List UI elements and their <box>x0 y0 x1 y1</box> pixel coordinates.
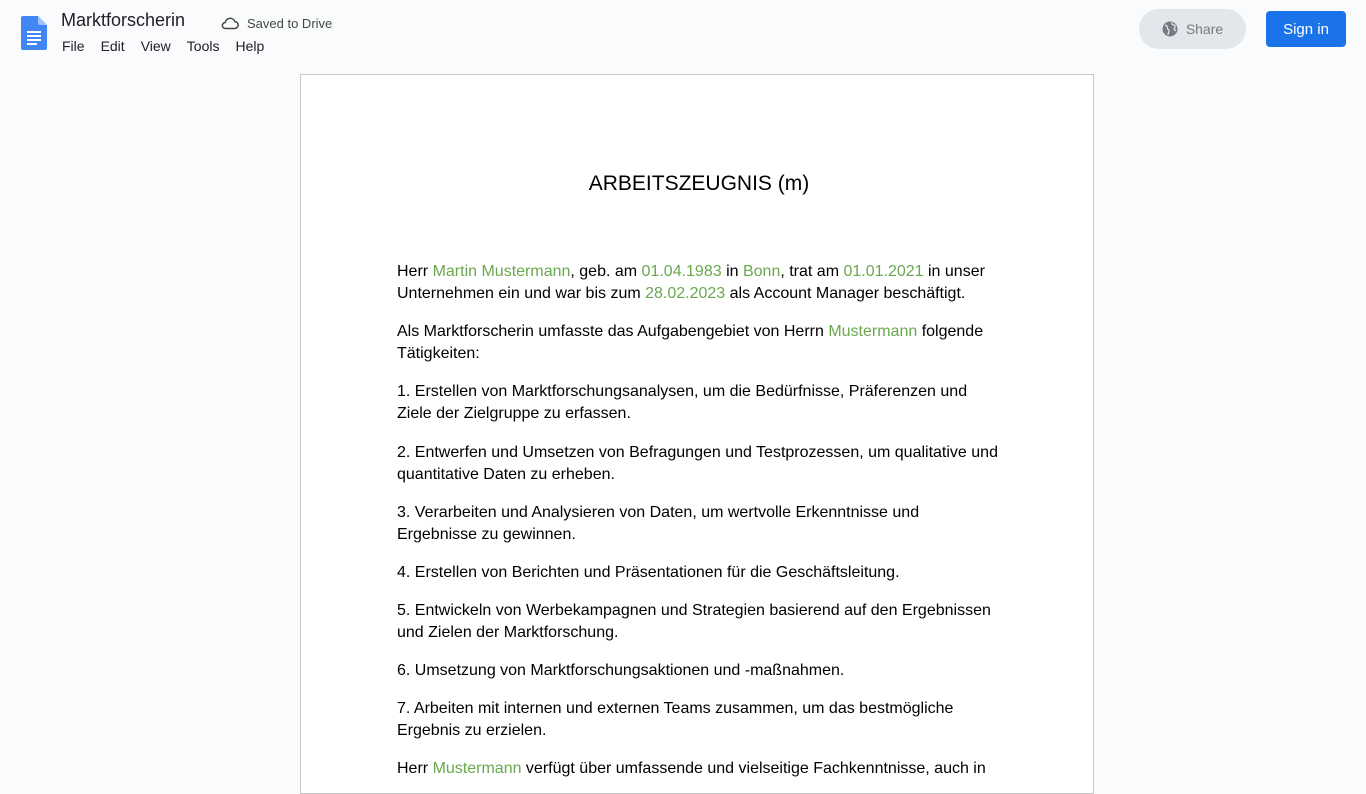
text: Als Marktforscherin umfasste das Aufgabengebiet von Herrn <box>397 323 829 340</box>
globe-icon <box>1162 21 1178 37</box>
start-date: 01.01.2021 <box>843 263 924 280</box>
paragraph-skills <box>397 758 1001 780</box>
paragraph-tasks-intro <box>397 321 1001 365</box>
menu-file[interactable]: File <box>62 38 85 54</box>
google-docs-icon[interactable] <box>21 16 47 50</box>
task-item: 1. Erstellen von Marktforschungsanalysen, um die Bedürfnisse, Präferenzen und Ziele der Zielgruppe zu erfassen. <box>397 383 968 422</box>
document-title[interactable]: Marktforscherin <box>61 10 186 30</box>
share-label: Share <box>1185 21 1224 37</box>
text: Herr <box>397 263 433 280</box>
top-bar <box>0 0 1366 64</box>
task-item: 4. Erstellen von Berichten und Präsentationen für die Geschäftsleitung. <box>397 564 900 581</box>
menu-edit[interactable]: Edit <box>100 38 125 54</box>
share-button[interactable] <box>1139 9 1246 49</box>
cloud-check-icon <box>221 16 239 30</box>
menu-help[interactable]: Help <box>235 38 265 54</box>
paragraph-intro <box>397 261 1001 305</box>
saved-status[interactable] <box>221 14 332 32</box>
text: in unser Unternehmen ein und war bis zum <box>397 263 985 302</box>
text: , geb. am <box>570 263 642 280</box>
end-date: 28.02.2023 <box>645 285 726 302</box>
task-item: 6. Umsetzung von Marktforschungsaktionen und -maßnahmen. <box>397 662 845 679</box>
task-item: 7. Arbeiten mit internen und externen Teams zusammen, um das bestmögliche Ergebnis zu erzielen. <box>397 700 954 739</box>
text: als Account Manager beschäftigt. <box>725 285 966 302</box>
menu-bar <box>54 36 272 56</box>
task-item: 3. Verarbeiten und Analysieren von Daten, um wertvolle Erkenntnisse und Ergebnisse zu gewinnen. <box>397 504 920 543</box>
text: Herr <box>397 760 433 777</box>
text: verfügt über umfassende und vielseitige Fachkenntnisse, auch in <box>521 760 986 777</box>
birth-date: 01.04.1983 <box>641 263 722 280</box>
task-item: 2. Entwerfen und Umsetzen von Befragungen und Testprozessen, um qualitative und quantitative Daten zu erheben. <box>397 444 998 483</box>
text: folgende Tätigkeiten: <box>397 323 984 362</box>
document-page[interactable] <box>300 74 1094 794</box>
text: in <box>721 263 743 280</box>
document-heading: ARBEITSZEUGNIS (m) <box>588 172 810 195</box>
text: , trat am <box>780 263 844 280</box>
birth-city: Bonn <box>742 263 781 280</box>
employee-name: Martin Mustermann <box>432 263 571 280</box>
menu-tools[interactable]: Tools <box>186 38 220 54</box>
saved-status-label: Saved to Drive <box>247 15 333 31</box>
task-item: 5. Entwickeln von Werbekampagnen und Strategien basierend auf den Ergebnissen und Zielen der Marktforschung. <box>397 602 991 641</box>
employee-surname: Mustermann <box>828 323 918 340</box>
employee-surname: Mustermann <box>432 760 522 777</box>
menu-view[interactable]: View <box>140 38 171 54</box>
sign-in-button[interactable]: Sign in <box>1266 11 1346 47</box>
